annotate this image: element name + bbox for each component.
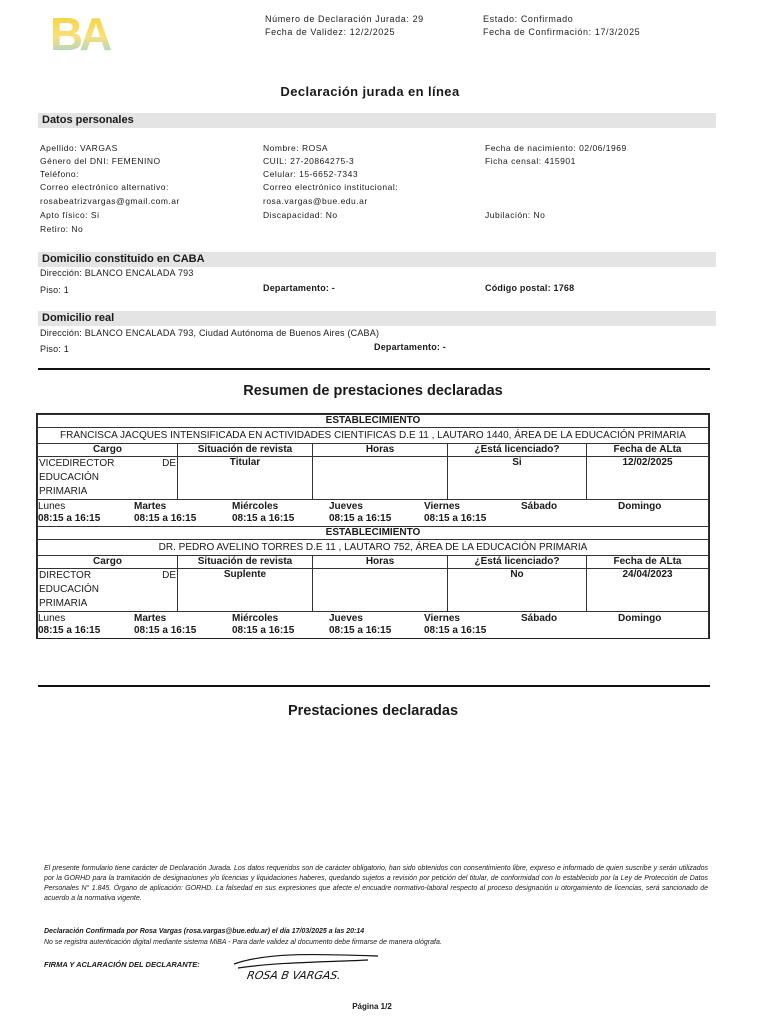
- section-domicilio-real: Domicilio real: [38, 311, 716, 326]
- establecimiento-header: ESTABLECIMIENTO: [38, 527, 709, 540]
- real-departamento: Departamento: -: [374, 342, 447, 352]
- day-label: Martes: [134, 613, 167, 624]
- cuil: CUIL: 27-20864275-3: [263, 156, 355, 166]
- celular: Celular: 15-6652-7343: [263, 169, 359, 179]
- alta-cell: 12/02/2025: [587, 457, 709, 500]
- day-label: Domingo: [618, 501, 662, 512]
- day-hours: 08:15 a 16:15: [38, 513, 101, 524]
- day-label: Miércoles: [232, 501, 279, 512]
- signature-text: ROSA B VARGAS.: [246, 969, 343, 982]
- day-hours: 08:15 a 16:15: [329, 625, 392, 636]
- cargo-line: PRIMARIA: [39, 486, 88, 497]
- col-cargo: Cargo: [38, 444, 178, 457]
- col-situacion: Situación de revista: [178, 556, 313, 569]
- day-label: Lunes: [38, 501, 66, 512]
- horas-cell: [313, 457, 448, 500]
- ba-logo: [48, 12, 136, 54]
- email-inst: rosa.vargas@bue.edu.ar: [263, 196, 368, 206]
- signature: [228, 948, 408, 984]
- day-label: Jueves: [329, 613, 363, 624]
- day-label: Domingo: [618, 613, 662, 624]
- col-licenciado: ¿Está licenciado?: [448, 556, 587, 569]
- col-alta: Fecha de ALta: [587, 556, 709, 569]
- caba-direccion: Dirección: BLANCO ENCALADA 793: [40, 268, 194, 278]
- establishment-block: [37, 414, 709, 500]
- day-label: Viernes: [424, 501, 460, 512]
- section-personal: Datos personales: [38, 113, 716, 128]
- real-piso: Piso: 1: [40, 344, 69, 354]
- licenciado-cell: No: [448, 569, 587, 612]
- day-hours: 08:15 a 16:15: [38, 625, 101, 636]
- day-hours: 08:15 a 16:15: [232, 513, 295, 524]
- resumen-title: Resumen de prestaciones declaradas: [243, 383, 503, 399]
- day-label: Martes: [134, 501, 167, 512]
- divider: [38, 685, 710, 687]
- divider: [38, 368, 710, 370]
- horas-cell: [313, 569, 448, 612]
- apellido: Apellido: VARGAS: [40, 143, 118, 153]
- confirmation-date: Fecha de Confirmación: 17/3/2025: [483, 27, 641, 37]
- email-alt: rosabeatrizvargas@gmail.com.ar: [40, 196, 180, 206]
- cargo-line: DIRECTOR DE: [39, 570, 176, 581]
- caba-codigo-postal: Código postal: 1768: [485, 283, 575, 293]
- situacion-cell: Titular: [178, 457, 313, 500]
- email-inst-label: Correo electrónico institucional:: [263, 182, 399, 192]
- caba-departamento: Departamento: -: [263, 283, 336, 293]
- schedule-row: [37, 612, 709, 638]
- prestaciones-table: [36, 413, 710, 639]
- declaration-number: Número de Declaración Jurada: 29: [265, 14, 424, 24]
- day-label: Viernes: [424, 613, 460, 624]
- establishment-block: [37, 527, 709, 612]
- cargo-line: EDUCACIÓN: [39, 472, 100, 483]
- day-hours: 08:15 a 16:15: [232, 625, 295, 636]
- day-label: Jueves: [329, 501, 363, 512]
- no-auth-note: No se registra autenticación digital mediante sistema MiBA - Para darle validez al documento debe firmarse de manera ológrafa.: [44, 939, 442, 946]
- day-hours: 08:15 a 16:15: [329, 513, 392, 524]
- cargo-line: EDUCACIÓN: [39, 584, 100, 595]
- col-horas: Horas: [313, 444, 448, 457]
- schedule-row: [37, 500, 709, 527]
- logo-lettering: BA: [50, 12, 109, 54]
- day-hours: 08:15 a 16:15: [424, 513, 487, 524]
- apto-fisico: Apto físico: Si: [40, 210, 100, 220]
- cargo-cell: [38, 569, 178, 612]
- cargo-cell: [38, 457, 178, 500]
- retiro: Retiro: No: [40, 224, 84, 234]
- day-hours: 08:15 a 16:15: [424, 625, 487, 636]
- email-alt-label: Correo electrónico alternativo:: [40, 182, 169, 192]
- telefono: Teléfono:: [40, 169, 79, 179]
- establecimiento-header: ESTABLECIMIENTO: [38, 415, 709, 428]
- caba-piso: Piso: 1: [40, 285, 69, 295]
- firma-label: FIRMA Y ACLARACIÓN DEL DECLARANTE:: [44, 960, 200, 969]
- establishment-name: DR. PEDRO AVELINO TORRES D.E 11 , LAUTARO 752, ÁREA DE LA EDUCACIÓN PRIMARIA: [38, 540, 709, 556]
- section-domicilio-caba: Domicilio constituido en CABA: [38, 252, 716, 267]
- cargo-line: VICEDIRECTOR DE: [39, 458, 176, 469]
- col-cargo: Cargo: [38, 556, 178, 569]
- real-direccion: Dirección: BLANCO ENCALADA 793, Ciudad Autónoma de Buenos Aires (CABA): [40, 328, 380, 338]
- situacion-cell: Suplente: [178, 569, 313, 612]
- status-text: Estado: Confirmado: [483, 14, 574, 24]
- day-label: Sábado: [521, 613, 558, 624]
- genero: Género del DNI: FEMENINO: [40, 156, 161, 166]
- page-number: Página 1/2: [352, 1002, 392, 1011]
- legal-paragraph: El presente formulario tiene carácter de Declaración Jurada. Los datos requeridos son de carácter obligatorio, han sido obtenidos con consentimiento libre, expreso e informado de quien suscribe y serán utilizados por la GORHD para la tramitación de designaciones y/o licencias y liquidaciones haberes, quedando sujetos a revisión por petición del titular, de conformidad con lo establecido por la Ley de Protección de Datos Personales N° 1.845. Órgano de aplicación: GORHD. La falsedad en sus expresiones que afecte el encuadre normativo-laboral respecto al proceso designación u otorgamiento de licencias, será sancionado de acuerdo a la normativa vigente.: [44, 865, 708, 902]
- col-horas: Horas: [313, 556, 448, 569]
- day-hours: 08:15 a 16:15: [134, 513, 197, 524]
- jubilacion: Jubilación: No: [485, 210, 546, 220]
- day-label: Miércoles: [232, 613, 279, 624]
- fecha-nacimiento: Fecha de nacimiento: 02/06/1969: [485, 143, 627, 153]
- col-situacion: Situación de revista: [178, 444, 313, 457]
- prestaciones-title: Prestaciones declaradas: [287, 703, 459, 719]
- day-label: Lunes: [38, 613, 66, 624]
- alta-cell: 24/04/2023: [587, 569, 709, 612]
- discapacidad: Discapacidad: No: [263, 210, 338, 220]
- validity-date: Fecha de Validez: 12/2/2025: [265, 27, 396, 37]
- confirmation-note: Declaración Confirmada por Rosa Vargas (rosa.vargas@bue.edu.ar) el día 17/03/2025 a las 20:14: [44, 928, 365, 935]
- licenciado-cell: Si: [448, 457, 587, 500]
- establishment-name: FRANCISCA JACQUES INTENSIFICADA EN ACTIVIDADES CIENTIFICAS D.E 11 , LAUTARO 1440, ÁREA DE LA EDUCACIÓN PRIMARIA: [38, 428, 709, 444]
- ficha-censal: Ficha censal: 415901: [485, 156, 576, 166]
- day-hours: 08:15 a 16:15: [134, 625, 197, 636]
- col-alta: Fecha de ALta: [587, 444, 709, 457]
- col-licenciado: ¿Está licenciado?: [448, 444, 587, 457]
- day-label: Sábado: [521, 501, 558, 512]
- nombre: Nombre: ROSA: [263, 143, 329, 153]
- cargo-line: PRIMARIA: [39, 598, 88, 609]
- page-title: Declaración jurada en línea: [280, 84, 460, 99]
